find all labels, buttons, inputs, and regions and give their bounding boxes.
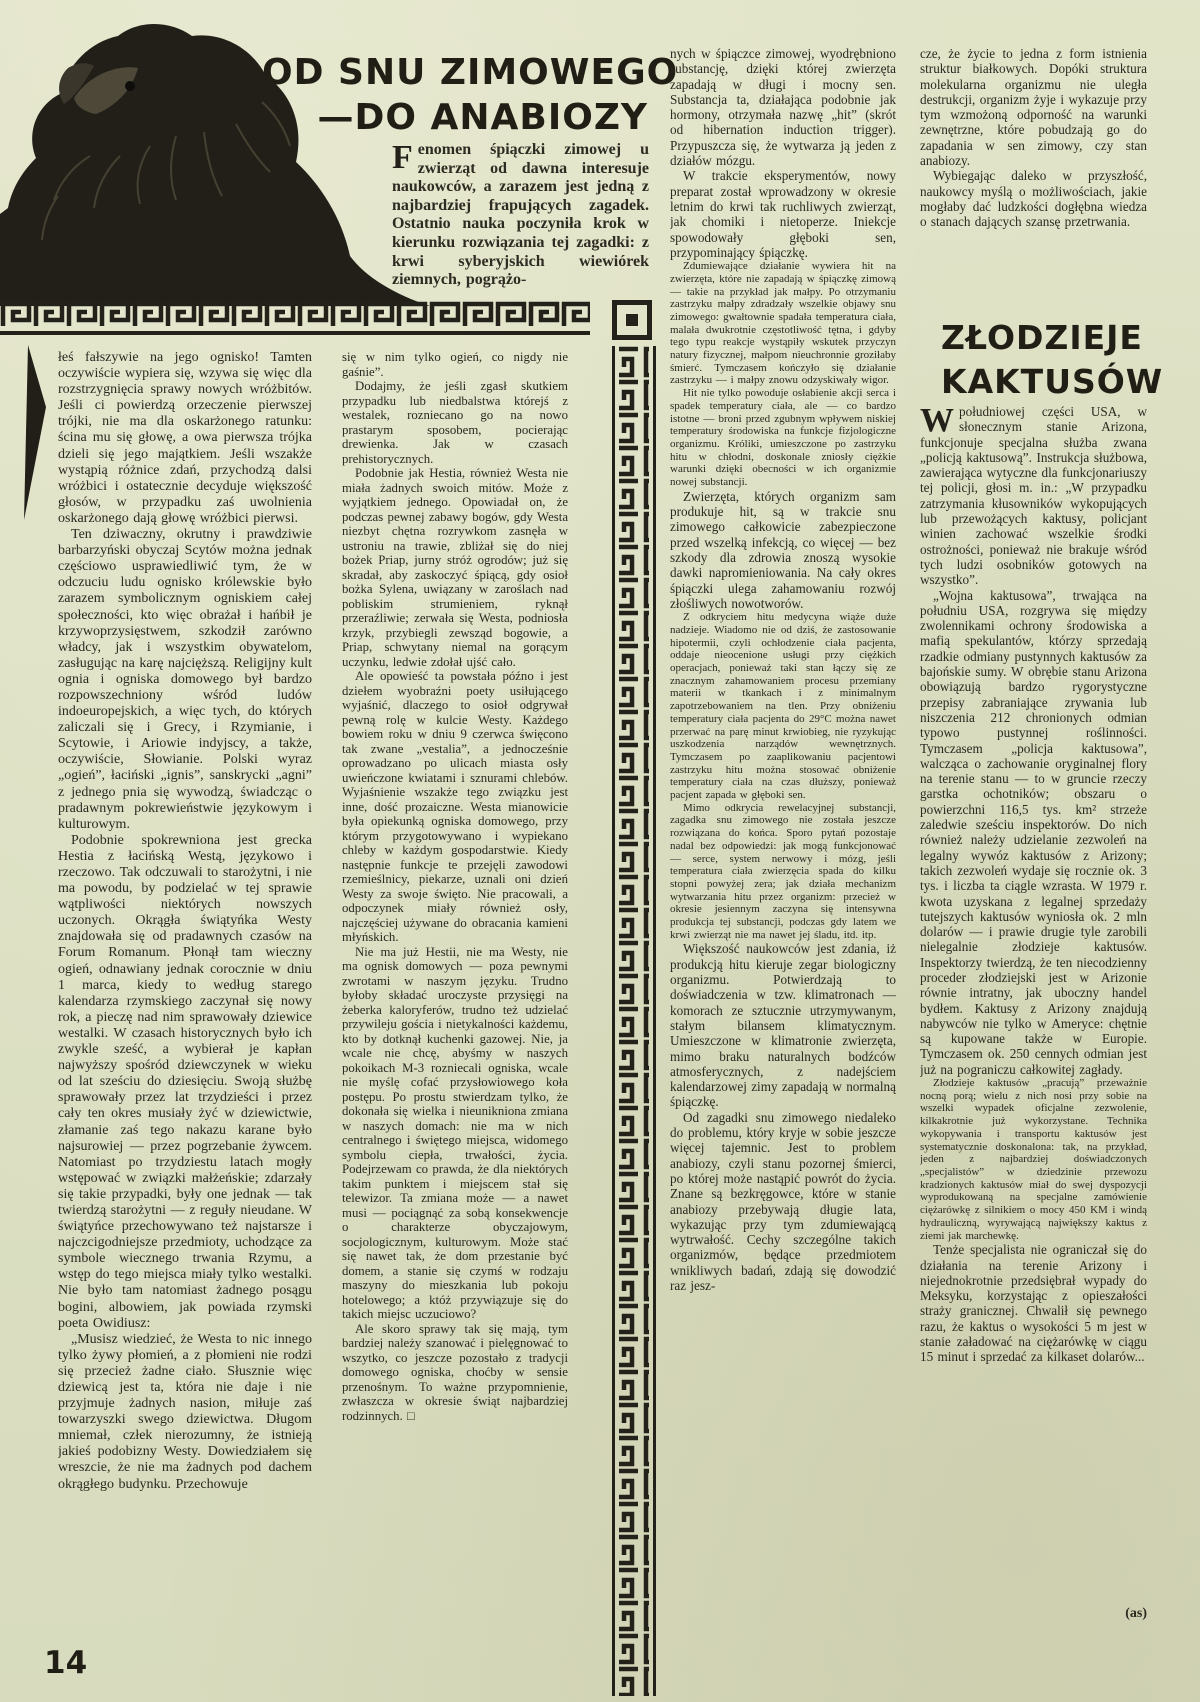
column-4-cactus-article: [920, 404, 1147, 1604]
paragraph: nych w śpiączce zimowej, wyodrębniono substancję, dzięki której zwierzęta zapadają w długi i mocny sen. Substancja ta, działająca podobnie jak hormony, otrzymała nazwę „hit” (skrót od hibernation induction trigger). Przypuszcza się, że wytwarza ją jeden z działów mózgu.: [670, 46, 896, 169]
byline: (as): [1125, 1606, 1147, 1621]
paragraph: „Wojna kaktusowa”, trwająca na południu USA, rozgrywa się między zwolennikami ochrony środowiska a mafią spekulantów, którzy sprzedają rzadkie odmiany pustynnych kaktusów za bajońskie sumy. W obrębie stanu Arizona obowiązują bardzo rygorystyczne przepisy zabraniające zrywania lub niszczenia 212 chronionych odmian typowo pustynnej roślinności. Tymczasem „policja kaktusowa”, walcząca o zachowanie oryginalnej flory na terenie stanu — to w gruncie rzeczy garstka ochotników; obszaru o powierzchni 116,5 tys. km² strzeże zaledwie sześciu inspektorów. Do nich również należy udzielanie zezwoleń na legalny wywóz kaktusów z Arizony; takich zezwoleń wydaje się rocznie ok. 3 tys. i liczba ta ciągle wzrasta. W 1979 r. kwota uzyskana z legalnej sprzedaży tutejszych kaktusów wyniosła ok. 2 mln dolarów — i prawie drugie tyle zarobili nielegalnie złodzieje kaktusów. Inspektorzy twierdzą, że ten niecodzienny proceder złodziejski jest w Arizonie równie intratny, jak uboczny handel bydłem. Kaktusy z Arizony znajdują nabywców nie tylko w Ameryce: chętnie są kupowane także w Europie. Tymczasem ok. 250 cennych odmian jest już na pograniczu całkowitej zagłady.: [920, 587, 1147, 1077]
paragraph: Zwierzęta, których organizm sam produkuje hit, są w trakcie snu zimowego całkowicie zabezpieczone przed wszelką infekcją, co więcej — bez szkody dla zdrowia znoszą wysokie dawki napromieniowania. Na cały okres śpiączki ulega zahamowaniu rozwój złośliwych nowotworów.: [670, 488, 896, 611]
column-1-vesta-article: [58, 350, 312, 1640]
paragraph: Nie ma już Hestii, nie ma Westy, nie ma ognisk domowych — poza pewnymi zwrotami w naszym języku. Trudno byłoby składać uroczyste przysięgi na żeberka kaloryferów, trudno też udzielać przywileju gościa i nietykalności każdemu, kto by dotknął kuchenki gazowej. Nie, ja wcale nie chcę, abyśmy w naszych pokoikach M-3 rozniecali ogniska, wcale nie myślę cofać przysłowiowego koła postępu. Po prostu stwierdzam tylko, że dokonała się wielka i nieunikniona zmiana w naszych domach: nie ma w nich centralnego i świętego miejsca, widomego symbolu ciepła, trwałości, życia. Podejrzewam co prawda, że dla niektórych takim punktem i miejscem stał się telewizor. Ta zmiana może — a nawet musi — pociągnąć za sobą konsekwencje o charakterze obyczajowym, socjologicznym, kulturowym. Może stać się nawet tak, że dom przestanie być domem, a stanie się czymś w rodzaju maszyny do mieszkania lub pokoju hotelowego; a któż przywiązuje się do takich miejsc uczuciowo?: [342, 944, 568, 1321]
title-line-1: ZŁODZIEJE: [941, 318, 1143, 357]
column-3-hibernation-article: [670, 46, 896, 1601]
greek-key-border-vertical: [612, 346, 656, 1696]
page-number: 14: [44, 1645, 88, 1681]
paragraph: Podobnie spokrewniona jest grecka Hestia z łacińską Westą, językowo i rzeczowo. Tak odczuwali to starożytni, i nie ma powodu, by podzielać w tej sprawie wątpliwości niektórych nowszych uczonych. Okrągła świątyńka Westy znajdowała się od pradawnych czasów na Forum Romanum. Płonął tam wieczny ogień, odnawiany jednak corocznie w dniu 1 marca, kiedy to według starego kalendarza rzymskiego zaczynał się nowy rok, a pieczę nad nim sprawowały dziewice westalki. W czasach historycznych było ich zwykle sześć, a wybierał je kapłan najwyższy spośród dziewczynek w wieku od lat sześciu do dziesięciu. Swoją służbę sprawowały przez lat trzydzieści i przez cały ten okres musiały żyć w dziewictwie, złamanie zaś tego nakazu karane było najsurowiej — przez pogrzebanie żywcem. Natomiast po trzydziestu latach mogły wstępować w związki małżeńskie; zdarzały się takie przypadki, były one jednak — tak twierdzą starożytni — z reguły nieudane. W świątyńce przechowywano też najstarsze i najczcigodniejsze przedmioty, uchodzące za symbole wiecznego trwania Rzymu, a wstęp do tego miejsca miały tylko westalki. Nie było tam natomiast żadnego posągu bogini, albowiem, jak powiada rzymski poeta Owidiusz:: [58, 832, 312, 1331]
paragraph: „Musisz wiedzieć, że Westa to nic innego tylko żywy płomień, a z płomieni nie rodzi się przecież żadne ciało. Słusznie więc dziewicą jest ta, która nie daje i nie przyjmuje żadnych nasion, miłuje zaś towarzyszki swego dziewictwa. Długom mniemał, człek nierozumny, że istnieją jakieś podobizny Westy. Dowiedziałem się wreszcie, że nie ma żadnych pod dachem okrągłego budynku. Przechowuje: [58, 1331, 312, 1492]
paragraph: Zdumiewające działanie wywiera hit na zwierzęta, które nie zapadają w śpiączkę zimową — takie na przykład jak małpy. Po otrzymaniu zastrzyku małpy zdradzały wszelkie objawy snu zimowego: gwałtownie spadała temperatura ciała, malała dwukrotnie częstotliwość tętna, i gdyby tego typu reakcje wystąpiły wskutek przyczyn natury fizycznej, małpom nieuchronnie groziłaby śmierć. Tymczasem kończyło się działanie zastrzyku — i małpy znowu odzyskiwały wigor.: [670, 260, 896, 387]
paragraph: cze, że życie to jedna z form istnienia struktur białkowych. Dopóki struktura molekularna organizmu nie uległa destrukcji, organizm żyje i wykazuje przy tym wzmożoną odporność na warunki zewnętrzne, które pobudzają go do zapadania w sen zimowy, czy stan anabiozy.: [920, 46, 1147, 169]
paragraph: Dodajmy, że jeśli zgasł skutkiem przypadku lub niedbalstwa którejś z westalek, rozniecano go na nowo prastarym sposobem, pocierając drewienka. Jak w czasach prehistorycznych.: [342, 379, 568, 466]
paragraph: Hit nie tylko powoduje osłabienie akcji serca i spadek temperatury ciała, ale — co bardzo istotne — broni przed zgubnym wpływem niskiej temperatury środowiska na funkcje fizjologiczne organizmu. Króliki, umieszczone po zastrzyku hitu w chłodni, doskonale zniosły ciężkie warunki dzięki obecności w ich organizmie nowej substancji.: [670, 387, 896, 489]
paragraph: Od zagadki snu zimowego niedaleko do problemu, który kryje w sobie jeszcze więcej tajemnic. Jest to problem anabiozy, czyli stanu pozornej śmierci, po której może nastąpić powrót do życia. Znane są bezkręgowce, które w stanie anabiozy przebywają długie lata, wykazując przy tym zdumiewającą wytrwałość. Cechy szczególne takich organizmów, będące przedmiotem wnikliwych badań, zdają się dowodzić raz jesz-: [670, 1109, 896, 1293]
drop-cap: F: [392, 141, 413, 176]
greek-key-border-horizontal: [0, 300, 590, 337]
paragraph: Wpołudniowej części USA, w słonecznym stanie Arizona, funkcjonuje specjalna służba zwana „policją kaktusową”. Instrukcja służbowa, zawierająca wytyczne dla funkcjonariuszy tej policji, głosi m. in.: „W przypadku zatrzymania kłusowników wykopujących lub przewożących kaktusy, policjant winien zachować wszelkie środki ostrożności, ponieważ nie brakuje wśród tych ludzi osobników gotowych na wszystko”.: [920, 404, 1147, 588]
paragraph: Ale skoro sprawy tak się mają, tym bardziej należy szanować i pielęgnować to wszytko, co jeszcze pozostało z tradycji domowego ogniska, choćby w sensie przenośnym. To ważne przypomnienie, zwłaszcza w okresie świąt najbardziej rodzinnych. □: [342, 1321, 568, 1423]
ink-wedge-decoration: [18, 345, 50, 525]
paragraph: Mimo odkrycia rewelacyjnej substancji, zagadka snu zimowego nie została jeszcze rozwiązana do końca. Sporo pytań pozostaje nadal bez odpowiedzi: jak mogą funkcjonować — serce, system nerwowy i mózg, jeśli temperatura ciała zwierzęcia spada do kilku stopni powyżej zera; jak działa mechanizm wytwarzania hitu przez organizm: przecież w okresie jesiennym zaczyna się intensywna produkcja tej substancji, podczas gdy latem we krwi zwierząt nie ma nawet jej śladu, itd. itp.: [670, 801, 896, 941]
paragraph: łeś fałszywie na jego ognisko! Tamten oczywiście wypiera się, wzywa się więc dla rozstrzygnięcia sprawy nowych wróżbitów. Jeśli ci powierdzą orzeczenie pierwszej trójki, nie ma dla oskarżonego ratunku: ścina mu się głowę, a owa pierwsza trójka dzieli się jego majątkiem. Jeśli wszakże wystąpią różnice zdań, przychodzą dalsi wróżbici i ostatecznie decyduje większość głosów, w przypadku zaś uwolnienia oskarżonego dają głowę wróżbici pierwsi.: [58, 350, 312, 526]
paragraph: Wybiegając daleko w przyszłość, naukowcy myślą o możliwościach, jakie mogłaby dać ludzkości dogłębna wiedza o stanach dających szansę przetrwania.: [920, 168, 1147, 230]
paragraph: Podobnie jak Hestia, również Westa nie miała żadnych swoich mitów. Może z wyjątkiem jednego. Opowiadał on, że podczas pewnej zabawy bogów, gdy Westa niezbyt chętna rozrywkom zasnęła w ustroniu na trawie, zbliżał się do niej bożek Priap, jurny stróż ogrodów; już się skradał, aby zaskoczyć śpiącą, gdy osioł bożka Sylena, uwiązany w zaroślach nad pobliskim strumieniem, ryknął przeraźliwie; zerwała się Westa, podniosła krzyk, przybiegli zewsząd bogowie, a Priap, schwytany niemal na gorącym uczynku, ledwie zdołał ujść cało.: [342, 466, 568, 669]
paragraph: Złodzieje kaktusów „pracują” przeważnie nocną porą; wielu z nich nosi przy sobie na wszelki wypadek oficjalne zezwolenie, kilkakrotnie już wykorzystane. Technika wykopywania i transportu kaktusów jest systematycznie doskonalona: tak, na przykład, jeden z najbardziej doświadczonych „specjalistów” w dziedzinie przewozu kradzionych kaktusów miał do swej dyspozycji wyprodukowaną na specjalne zamówienie ciężarówkę z silnikiem o mocy 450 KM i windą hydrauliczną, wyrywającą największy kaktus z ziemi jak marchewkę.: [920, 1077, 1147, 1242]
paragraph: Większość naukowców jest zdania, iż produkcją hitu kieruje zegar biologiczny organizmu. Potwierdzają to doświadczenia w tzw. klimatronach — komorach ze sztucznie utrzymywanym, stałym bilansem klimatycznym. Umieszczone w klimatronie zwierzęta, mimo braku naturalnych bodźców atmosferycznych, z nadejściem kalendarzowej zimy zapadają w normalną śpiączkę.: [670, 941, 896, 1110]
title-line-2: —DO ANABIOZY: [317, 97, 648, 138]
article-title-hibernation: [262, 50, 679, 140]
paragraph: Ten dziwaczny, okrutny i prawdziwie barbarzyński obyczaj Scytów można jednak częściowo usprawiedliwić tym, że w odczuciu ludu ognisko królewskie było zarazem symbolicznym ogniskiem całej społeczności, kto więc obrażał i hańbił je krzywoprzysięstwem, szkodził zarówno władcy, jak i wszystkim obywatelom, zasługując na karę najcięższą. Religijny kult ognia i ogniska domowego był bardzo rozpowszechniony wśród ludów indoeuropejskich, a więc tych, do których zaliczali się i Grecy, i Rzymianie, i Scytowie, i Ariowie indyjscy, a także, oczywiście, Słowianie. Polski wyraz „ogień”, łaciński „ignis”, sanskrycki „agni” z jednego pnia się wywodzą, świadcząc o pradawnym pokrewieństwie językowym i kulturowym.: [58, 527, 312, 832]
column-4-hibernation-end: [920, 46, 1147, 308]
paragraph: W trakcie eksperymentów, nowy preparat został wprowadzony w okresie letnim do krwi tak ruchliwych zwierząt, jak chomiki i nietoperze. Iniekcje spowodowały głęboki sen, przypominający śpiączkę.: [670, 168, 896, 260]
paragraph: się w nim tylko ogień, co nigdy nie gaśnie”.: [342, 350, 568, 379]
paragraph: Fenomen śpiączki zimowej u zwierząt od dawna interesuje naukowców, a zarazem jest jedną z najbardziej frapujących zagadek. Ostatnio nauka poczyniła krok w kierunku rozwiązania tej zagadki: z krwi syberyjskich wiewiórek ziemnych, pogrążo-: [392, 141, 649, 289]
border-junction-square: [612, 300, 652, 340]
title-line-1: OD SNU ZIMOWEGO: [262, 52, 679, 93]
column-2-vesta-article: [342, 350, 568, 1680]
article-intro: [392, 141, 649, 299]
paragraph: Tenże specjalista nie ograniczał się do działania na terenie Arizony i niejednokrotnie przedsiębrał wypady do Meksyku, korzystając z opieszałości straży granicznej. Chwalił się pewnego razu, że kaktus o wysokości 5 m jest w stanie załadować na ciężarówkę w ciągu 15 minut i sprzedać za kilkaset dolarów...: [920, 1242, 1147, 1365]
paragraph: Z odkryciem hitu medycyna wiąże duże nadzieje. Wiadomo nie od dziś, że zastosowanie hipotermii, czyli ochłodzenie ciała pacjenta, oddaje nieocenione usługi przy ciężkich operacjach, ponieważ taki stan łączy się ze znacznym zahamowaniem procesu przemiany materii w tkankach i z minimalnym zapotrzebowaniem na tlen. Przy obniżeniu temperatury ciała pacjenta do 29°C można nawet przerwać na parę minut krwiobieg, nie ryzykując uszkodzenia narządów wewnętrznych. Tymczasem po zaaplikowaniu pacjentowi zastrzyku hitu można stosować obniżenie temperatury ciała na czas dłuższy, ponieważ pacjent zapada w głęboki sen.: [670, 611, 896, 802]
article-title-cactus: [941, 316, 1181, 404]
drop-cap: W: [920, 404, 954, 439]
paragraph: Ale opowieść ta powstała późno i jest dziełem wyobraźni poety usiłującego wyjaśnić, dlaczego to osioł odgrywał pewną rolę w kulcie Westy. Każdego bowiem roku w dniu 9 czerwca święcono tak zwane „vestalia”, a jednocześnie oprowadzano po ulicach miasta osły uwieńczone kwiatami i sznurami chlebów. Wyjaśnienie wszakże tego związku jest inne, dość prozaiczne. Westa mianowicie była opiekunką ogniska domowego, przy którym przygotowywano i wypiekano chleby w każdym gospodarstwie. Kiedy następnie funkcje te przejęli zawodowi rzemieślnicy, piekarze, uznali oni dzień Westy za swoje święto. Nie pracowali, a odpoczynek miały również osły, najczęściej używane do obracania kamieni młyńskich.: [342, 669, 568, 944]
title-line-2: KAKTUSÓW: [941, 362, 1164, 401]
